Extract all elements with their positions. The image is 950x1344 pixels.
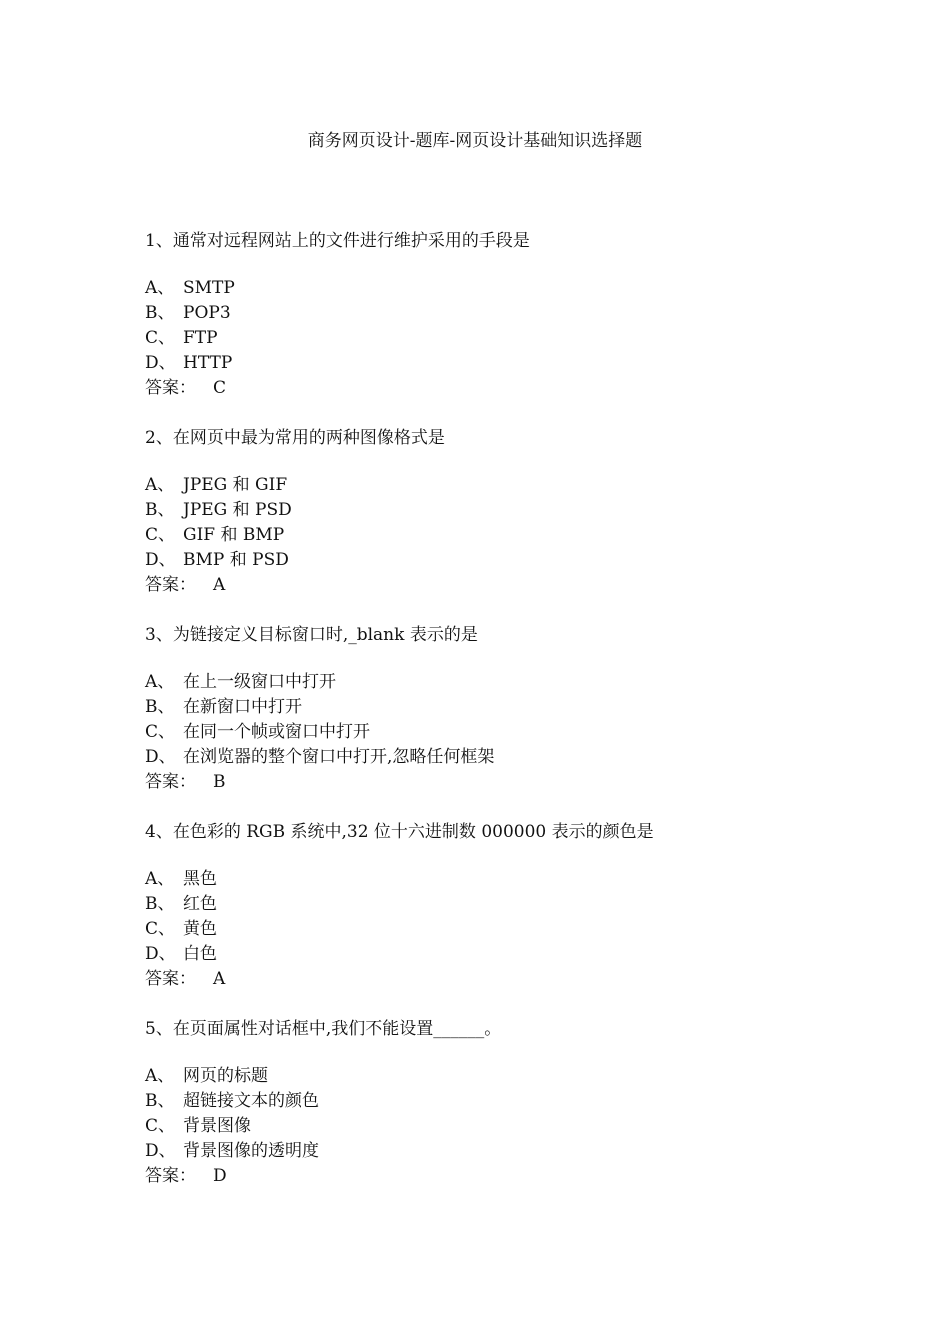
- option-letter: B、: [145, 303, 175, 323]
- option-text: 黑色: [183, 869, 217, 889]
- option-letter: B、: [145, 894, 175, 914]
- option-letter: D、: [145, 747, 176, 767]
- answer-value: D: [213, 1166, 227, 1186]
- answer-line: [145, 573, 865, 598]
- option-c: [145, 523, 865, 548]
- option-c: [145, 1114, 865, 1139]
- option-text: 在同一个帧或窗口中打开: [183, 722, 370, 742]
- question-stem: 3、为链接定义目标窗口时,_blank 表示的是: [145, 625, 478, 645]
- option-c: [145, 917, 865, 942]
- option-letter: C、: [145, 722, 176, 742]
- option-d: [145, 745, 865, 770]
- option-b: [145, 695, 865, 720]
- answer-line: [145, 1164, 865, 1189]
- option-text: SMTP: [183, 278, 235, 298]
- option-letter: A、: [145, 278, 175, 298]
- question-2: [145, 425, 865, 598]
- question-stem: 2、在网页中最为常用的两种图像格式是: [145, 428, 445, 448]
- option-letter: A、: [145, 1066, 175, 1086]
- option-text: HTTP: [183, 353, 233, 373]
- option-letter: D、: [145, 353, 176, 373]
- option-letter: B、: [145, 500, 175, 520]
- option-text: 超链接文本的颜色: [183, 1091, 319, 1111]
- option-text: FTP: [183, 328, 218, 348]
- option-text: 白色: [183, 944, 217, 964]
- answer-value: A: [213, 969, 226, 989]
- answer-value: B: [213, 772, 226, 792]
- option-a: [145, 867, 865, 892]
- option-letter: A、: [145, 475, 175, 495]
- option-text: BMP 和 PSD: [183, 550, 289, 570]
- answer-label: 答案：: [145, 969, 196, 989]
- answer-label: 答案：: [145, 1166, 196, 1186]
- option-b: [145, 301, 865, 326]
- option-text: POP3: [183, 303, 231, 323]
- option-d: [145, 1139, 865, 1164]
- option-text: GIF 和 BMP: [183, 525, 285, 545]
- option-letter: A、: [145, 869, 175, 889]
- option-letter: A、: [145, 672, 175, 692]
- answer-label: 答案：: [145, 575, 196, 595]
- option-letter: C、: [145, 525, 176, 545]
- answer-label: 答案：: [145, 378, 196, 398]
- option-a: [145, 670, 865, 695]
- answer-value: C: [213, 378, 227, 398]
- answer-line: [145, 770, 865, 795]
- option-b: [145, 892, 865, 917]
- question-stem: 1、通常对远程网站上的文件进行维护采用的手段是: [145, 231, 530, 251]
- question-stem: 4、在色彩的 RGB 系统中,32 位十六进制数 000000 表示的颜色是: [145, 822, 654, 842]
- option-b: [145, 1089, 865, 1114]
- option-c: [145, 720, 865, 745]
- option-d: [145, 942, 865, 967]
- option-letter: C、: [145, 328, 176, 348]
- option-d: [145, 351, 865, 376]
- option-a: [145, 276, 865, 301]
- option-text: 红色: [183, 894, 217, 914]
- answer-line: [145, 967, 865, 992]
- option-c: [145, 326, 865, 351]
- answer-line: [145, 376, 865, 401]
- answer-value: A: [213, 575, 226, 595]
- option-letter: B、: [145, 697, 175, 717]
- option-text: JPEG 和 GIF: [183, 475, 288, 495]
- option-letter: C、: [145, 919, 176, 939]
- option-a: [145, 473, 865, 498]
- option-text: 在浏览器的整个窗口中打开,忽略任何框架: [183, 747, 495, 767]
- option-letter: D、: [145, 550, 176, 570]
- question-4: [145, 819, 865, 992]
- option-d: [145, 548, 865, 573]
- question-5: [145, 1016, 865, 1189]
- option-text: 黄色: [183, 919, 217, 939]
- option-text: 背景图像: [183, 1116, 251, 1136]
- option-a: [145, 1064, 865, 1089]
- option-letter: C、: [145, 1116, 176, 1136]
- page-title: 商务网页设计-题库-网页设计基础知识选择题: [307, 131, 643, 151]
- option-letter: B、: [145, 1091, 175, 1111]
- option-text: 在上一级窗口中打开: [183, 672, 336, 692]
- option-text: 网页的标题: [183, 1066, 268, 1086]
- option-letter: D、: [145, 1141, 176, 1161]
- option-b: [145, 498, 865, 523]
- option-text: JPEG 和 PSD: [183, 500, 292, 520]
- option-text: 背景图像的透明度: [183, 1141, 319, 1161]
- question-1: [145, 228, 865, 401]
- question-list: [145, 228, 865, 1213]
- answer-label: 答案：: [145, 772, 196, 792]
- option-text: 在新窗口中打开: [183, 697, 302, 717]
- option-letter: D、: [145, 944, 176, 964]
- question-3: [145, 622, 865, 795]
- question-stem: 5、在页面属性对话框中,我们不能设置______。: [145, 1019, 502, 1039]
